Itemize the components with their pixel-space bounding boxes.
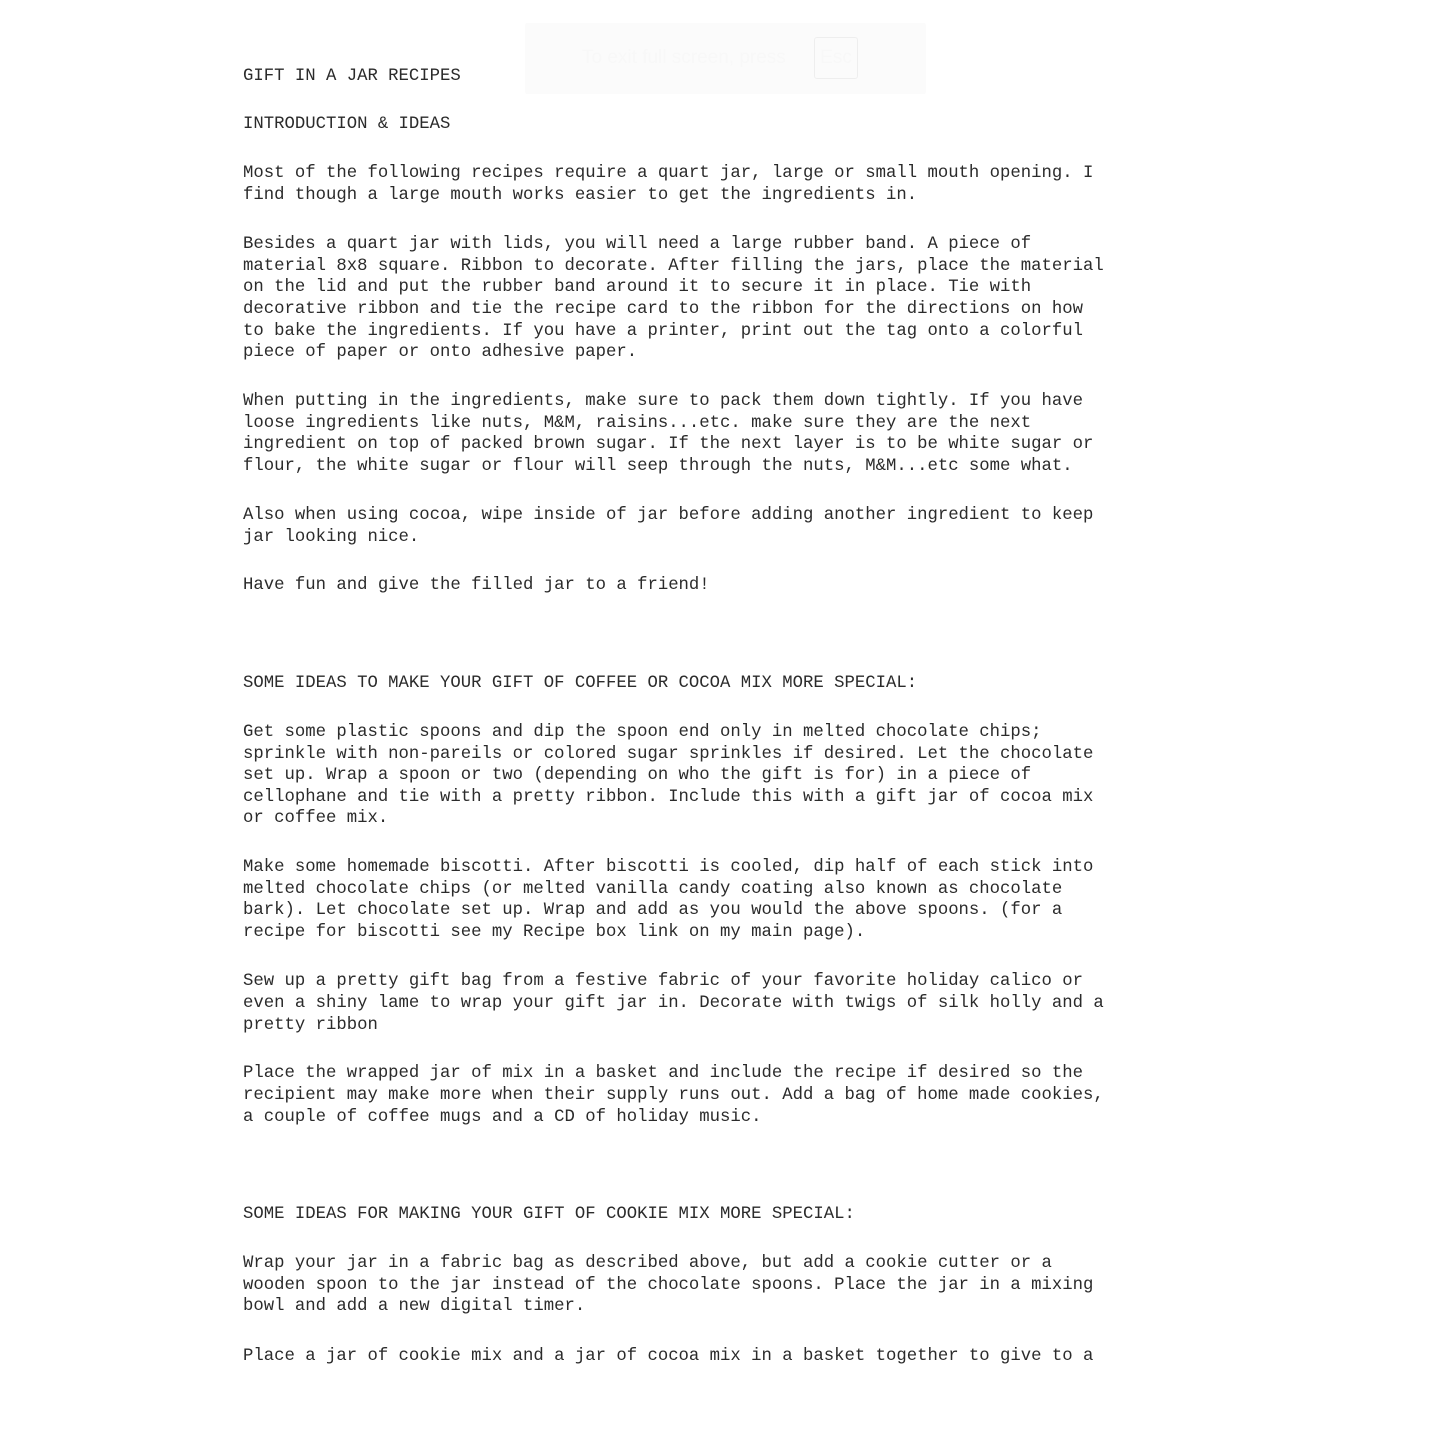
text-line: Also when using cocoa, wipe inside of jar before adding another ingredient to keep [243,506,1094,525]
esc-key-badge: Esc [814,37,858,79]
text-line: sprinkle with non-pareils or colored sugar sprinkles if desired. Let the chocolate [243,745,1094,764]
text-line: to bake the ingredients. If you have a printer, print out the tag onto a colorful [243,322,1084,341]
text-line: Make some homemade biscotti. After biscotti is cooled, dip half of each stick into [243,858,1094,877]
text-line: Have fun and give the filled jar to a friend! [243,576,710,595]
text-line: a couple of coffee mugs and a CD of holiday music. [243,1108,762,1127]
fullscreen-notice-text: To exit full screen, press [582,47,786,68]
text-line: jar looking nice. [243,528,420,547]
text-line: Get some plastic spoons and dip the spoon end only in melted chocolate chips; [243,723,1042,742]
text-line: ingredient on top of packed brown sugar. If the next layer is to be white sugar or [243,435,1094,454]
text-line: When putting in the ingredients, make sure to pack them down tightly. If you have [243,392,1084,411]
text-line: Place the wrapped jar of mix in a basket and include the recipe if desired so the [243,1064,1084,1083]
section-heading: SOME IDEAS TO MAKE YOUR GIFT OF COFFEE OR COCOA MIX MORE SPECIAL: [243,674,918,693]
text-line: set up. Wrap a spoon or two (depending on who the gift is for) in a piece of [243,766,1032,785]
text-line: melted chocolate chips (or melted vanilla candy coating also known as chocolate [243,880,1063,899]
section-heading: SOME IDEAS FOR MAKING YOUR GIFT OF COOKIE MIX MORE SPECIAL: [243,1205,855,1224]
text-line: Place a jar of cookie mix and a jar of cocoa mix in a basket together to give to a [243,1347,1094,1366]
text-line: loose ingredients like nuts, M&M, raisins...etc. make sure they are the next [243,414,1032,433]
text-line: recipient may make more when their supply runs out. Add a bag of home made cookies, [243,1086,1104,1105]
text-line: piece of paper or onto adhesive paper. [243,343,638,362]
document-title: GIFT IN A JAR RECIPES [243,67,461,86]
text-line: bark). Let chocolate set up. Wrap and add as you would the above spoons. (for a [243,901,1063,920]
text-line: Sew up a pretty gift bag from a festive fabric of your favorite holiday calico or [243,972,1084,991]
fullscreen-exit-notice [525,23,926,94]
text-line: decorative ribbon and tie the recipe card to the ribbon for the directions on how [243,300,1084,319]
text-line: Besides a quart jar with lids, you will need a large rubber band. A piece of [243,235,1032,254]
text-line: recipe for biscotti see my Recipe box link on my main page). [243,923,866,942]
text-line: Wrap your jar in a fabric bag as described above, but add a cookie cutter or a [243,1254,1052,1273]
text-line: find though a large mouth works easier to get the ingredients in. [243,186,918,205]
text-line: material 8x8 square. Ribbon to decorate. After filling the jars, place the material [243,257,1104,276]
section-heading: INTRODUCTION & IDEAS [243,115,451,134]
text-line: cellophane and tie with a pretty ribbon. Include this with a gift jar of cocoa mix [243,788,1094,807]
text-line: flour, the white sugar or flour will seep through the nuts, M&M...etc some what. [243,457,1073,476]
text-line: pretty ribbon [243,1016,378,1035]
text-line: on the lid and put the rubber band around it to secure it in place. Tie with [243,278,1032,297]
text-line: Most of the following recipes require a quart jar, large or small mouth opening. I [243,164,1094,183]
text-line: wooden spoon to the jar instead of the chocolate spoons. Place the jar in a mixing [243,1276,1094,1295]
text-line: or coffee mix. [243,809,389,828]
text-line: even a shiny lame to wrap your gift jar in. Decorate with twigs of silk holly and a [243,994,1104,1013]
text-line: bowl and add a new digital timer. [243,1297,586,1316]
